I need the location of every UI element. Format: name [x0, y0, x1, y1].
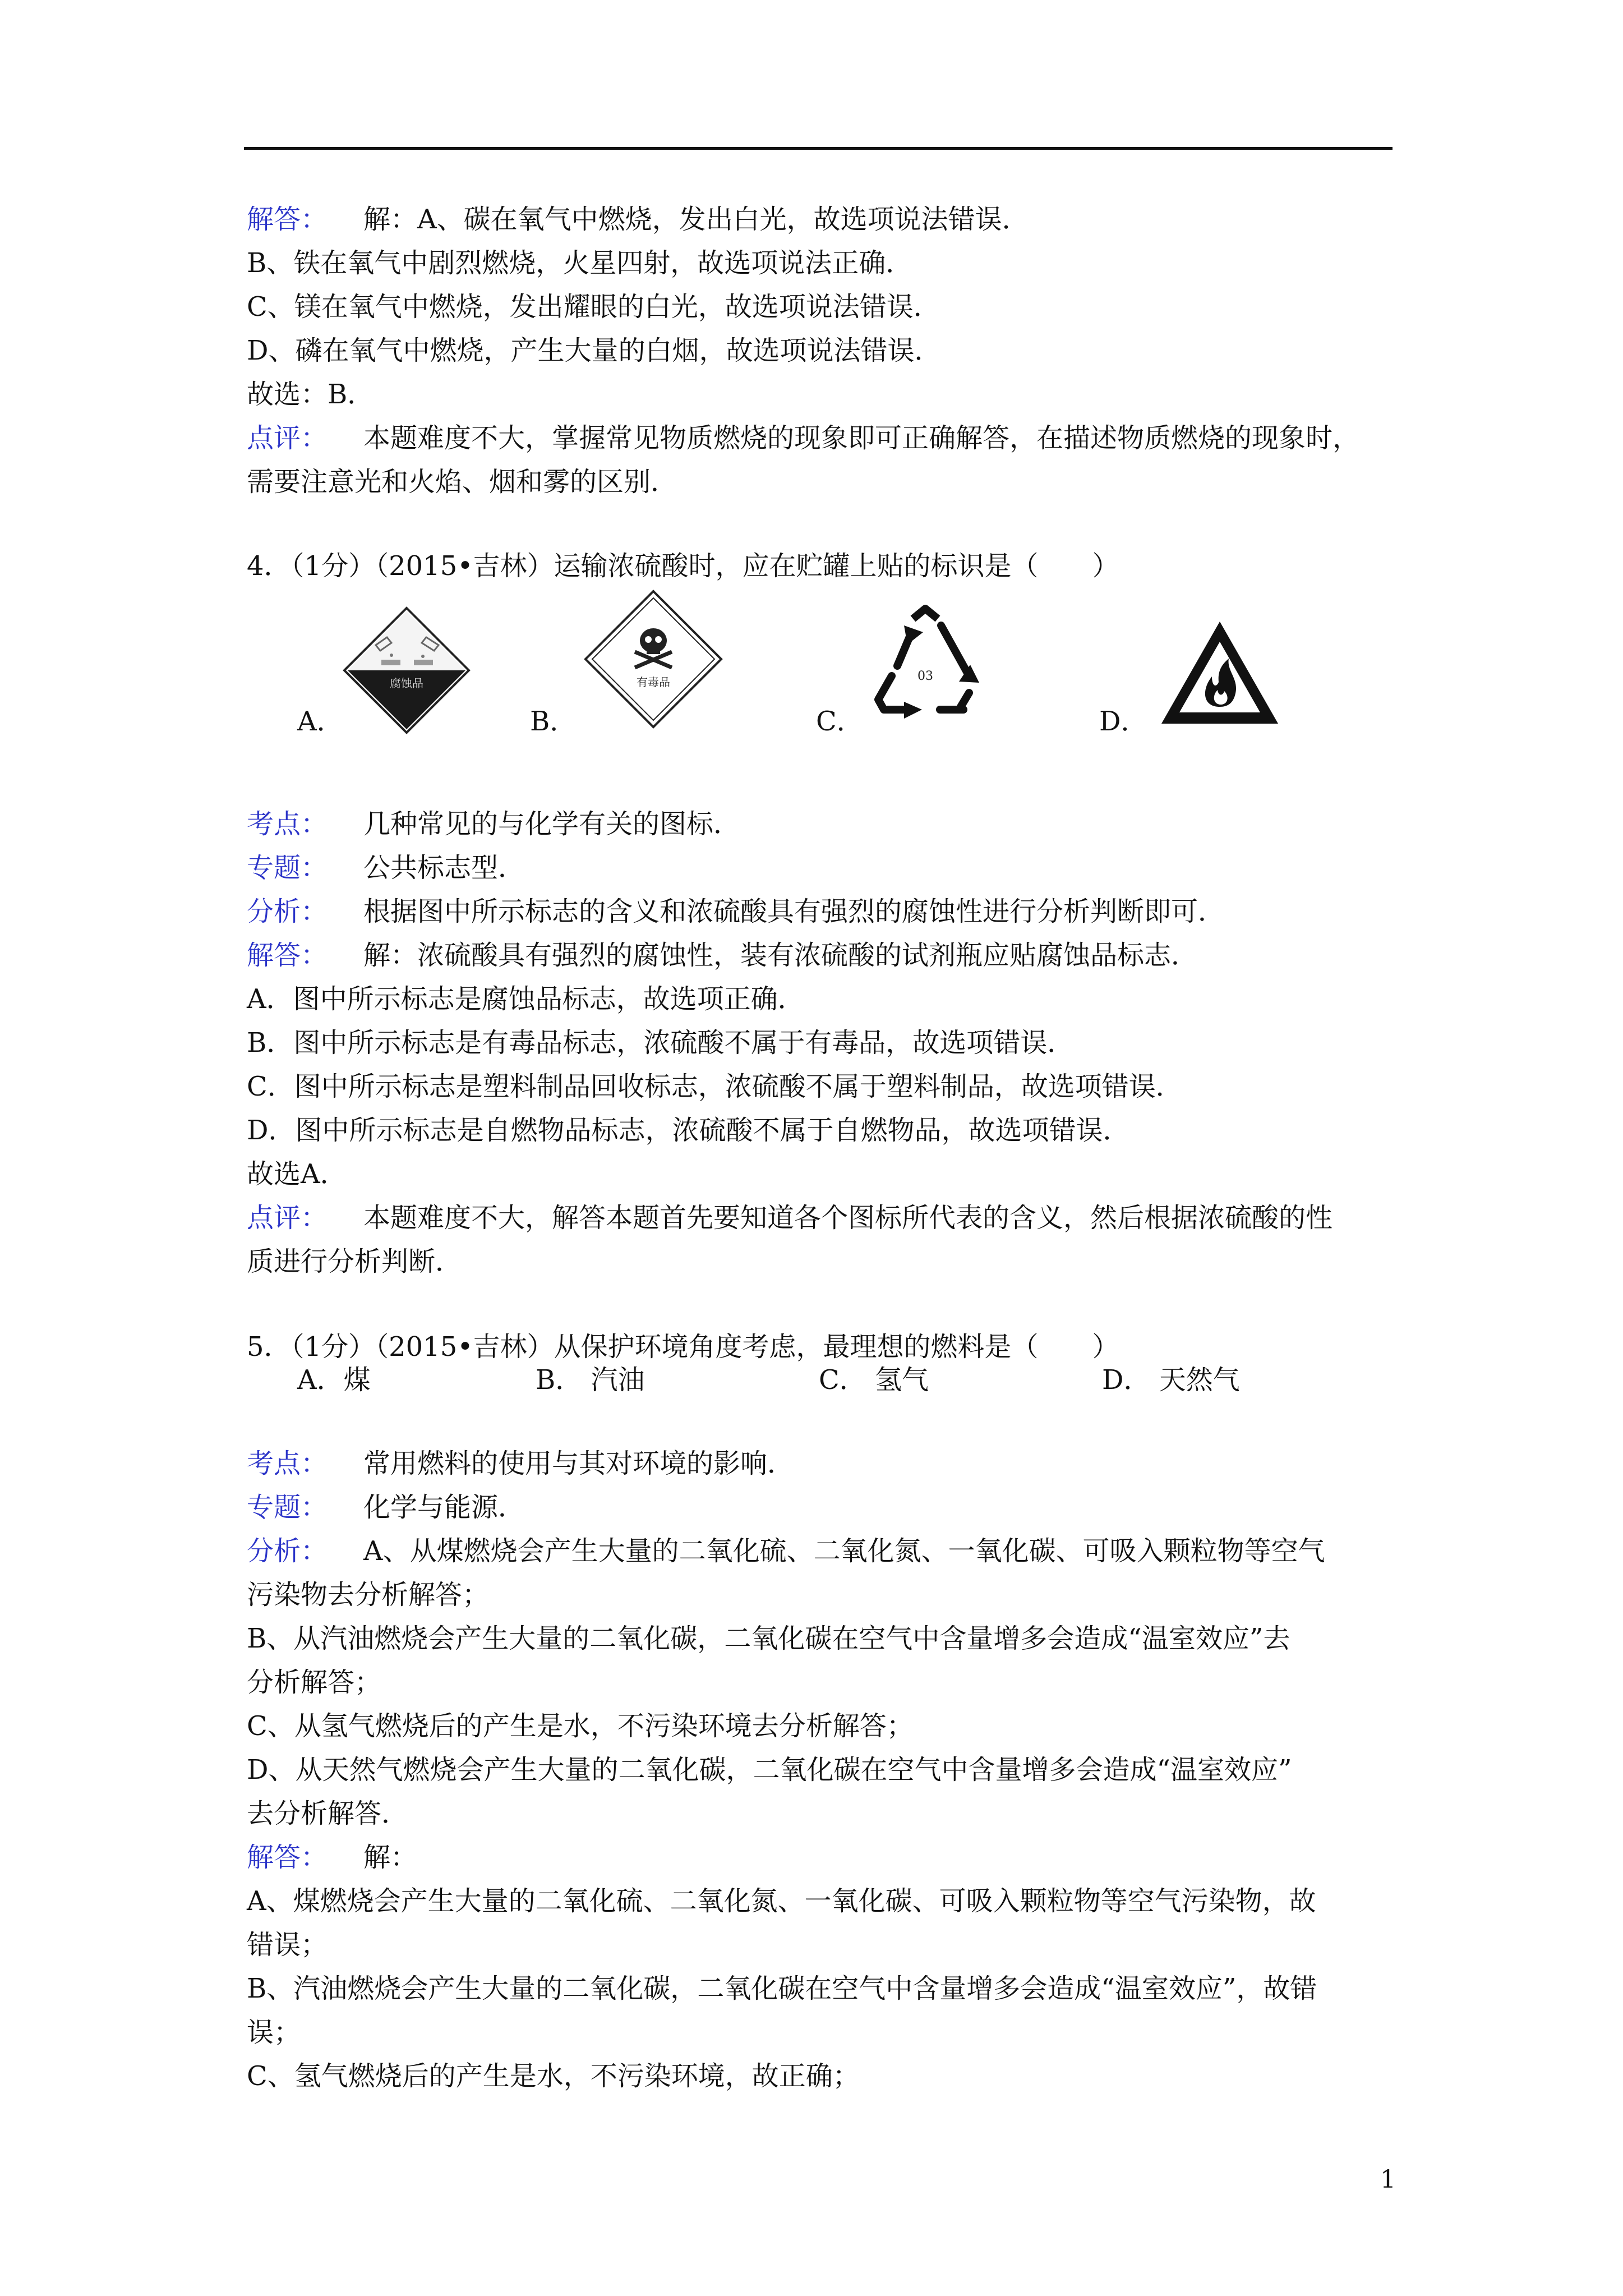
- flammable-sign-icon: [1158, 617, 1281, 729]
- q3-dianping-line2: 需要注意光和火焰、烟和雾的区别．: [247, 466, 678, 498]
- q5-option-b: B． 汽油: [536, 1364, 645, 1396]
- dianping-label: 点评：: [247, 422, 328, 454]
- q5-option-d: D． 天然气: [1102, 1364, 1240, 1396]
- q4-dianping-line: [247, 1196, 1402, 1240]
- q5-jieda-text: 解：: [363, 1842, 418, 1873]
- q5-fenxi-line2: 污染物去分析解答；: [247, 1579, 490, 1611]
- corrosive-sign-text: 腐蚀品: [390, 677, 423, 690]
- dianping-label: 点评：: [247, 1202, 328, 1234]
- q5-jieda-line1: A、煤燃烧会产生大量的二氧化硫、二氧化氮、一氧化碳、可吸入颗粒物等空气污染物，故: [247, 1885, 1316, 1917]
- q4-option-b-label: B．: [530, 706, 577, 737]
- q5-fenxi-text1: A、从煤燃烧会产生大量的二氧化硫、二氧化氮、一氧化碳、可吸入颗粒物等空气: [363, 1535, 1325, 1567]
- q4-fenxi-line: [247, 890, 1402, 933]
- q5-fenxi-line4: 分析解答；: [247, 1667, 382, 1698]
- q5-fenxi-line6: D、从天然气燃烧会产生大量的二氧化碳，二氧化碳在空气中含量增多会造成“温室效应”: [247, 1754, 1292, 1786]
- zhuanti-label: 专题：: [247, 852, 328, 884]
- jieda-label: 解答：: [247, 940, 328, 971]
- q5-jieda-line3: B、汽油燃烧会产生大量的二氧化碳，二氧化碳在空气中含量增多会造成“温室效应”，故错: [247, 1973, 1317, 2004]
- q5-jieda-line4: 误；: [247, 2017, 301, 2048]
- q3-b-line: B、铁在氧气中剧烈燃烧，火星四射，故选项说法正确．: [247, 247, 913, 279]
- q5-option-a: A．煤: [297, 1364, 371, 1396]
- q4-dianping-line2: 质进行分析判断．: [247, 1246, 463, 1277]
- page-number: 1: [1380, 2165, 1396, 2194]
- q3-jieda-line: [247, 197, 1402, 241]
- q4-dianping-text1: 本题难度不大，解答本题首先要知道各个图标所代表的含义，然后根据浓硫酸的性: [363, 1202, 1333, 1234]
- q5-option-c: C． 氢气: [819, 1364, 929, 1396]
- recycling-sign-code: 03: [917, 669, 933, 683]
- q4-option-d-label: D．: [1099, 706, 1148, 737]
- q4-kaodian-text: 几种常见的与化学有关的图标．: [363, 808, 741, 840]
- jieda-label: 解答：: [247, 1842, 328, 1873]
- q5-fenxi-line5: C、从氢气燃烧后的产生是水，不污染环境去分析解答；: [247, 1710, 914, 1742]
- kaodian-label: 考点：: [247, 808, 328, 840]
- q4-answer: 故选A．: [247, 1158, 347, 1190]
- q4-a-line: A．图中所示标志是腐蚀品标志，故选项正确．: [247, 983, 805, 1015]
- q3-c-line: C、镁在氧气中燃烧，发出耀眼的白光，故选项说法错误．: [247, 291, 940, 323]
- corrosive-sign-icon: [342, 606, 471, 735]
- q5-fenxi-line7: 去分析解答．: [247, 1798, 409, 1829]
- q4-jieda-text: 解：浓硫酸具有强烈的腐蚀性，装有浓硫酸的试剂瓶应贴腐蚀品标志．: [363, 940, 1198, 971]
- header-rule: [244, 147, 1393, 150]
- q5-kaodian-text: 常用燃料的使用与其对环境的影响．: [363, 1448, 795, 1479]
- q3-d-line: D、磷在氧气中燃烧，产生大量的白烟，故选项说法错误．: [247, 335, 942, 366]
- q4-b-line: B．图中所示标志是有毒品标志，浓硫酸不属于有毒品，故选项错误．: [247, 1027, 1075, 1059]
- fenxi-label: 分析：: [247, 1535, 328, 1567]
- q5-zhuanti-line: [247, 1485, 1402, 1529]
- zhuanti-label: 专题：: [247, 1492, 328, 1523]
- q4-d-line: D．图中所示标志是自燃物品标志，浓硫酸不属于自燃物品，故选项错误．: [247, 1115, 1130, 1146]
- q5-zhuanti-text: 化学与能源．: [363, 1492, 525, 1523]
- recycling-sign-icon: [869, 603, 981, 732]
- q5-jieda-line5: C、氢气燃烧后的产生是水，不污染环境，故正确；: [247, 2060, 860, 2092]
- q5-stem: 5．（1分）（2015•吉林）从保护环境角度考虑，最理想的燃料是（ ）: [247, 1331, 1119, 1363]
- q4-option-c-label: C．: [816, 706, 864, 737]
- q3-jieda-text: 解：A、碳在氧气中燃烧，发出白光，故选项说法错误．: [363, 204, 1029, 235]
- q4-zhuanti-line: [247, 846, 1402, 890]
- q5-fenxi-line3: B、从汽油燃烧会产生大量的二氧化碳，二氧化碳在空气中含量增多会造成“温室效应”去: [247, 1623, 1290, 1654]
- q5-jieda-line2: 错误；: [247, 1929, 328, 1961]
- q5-kaodian-line: [247, 1442, 1402, 1485]
- q4-stem: 4．（1分）（2015•吉林）运输浓硫酸时，应在贮罐上贴的标识是（ ）: [247, 550, 1119, 582]
- q4-kaodian-line: [247, 802, 1402, 846]
- fenxi-label: 分析：: [247, 896, 328, 927]
- toxic-sign-icon: [583, 589, 723, 729]
- q3-dianping-line: [247, 416, 1402, 460]
- q3-answer: 故选：B．: [247, 379, 375, 410]
- q3-dianping-text1: 本题难度不大，掌握常见物质燃烧的现象即可正确解答，在描述物质燃烧的现象时，: [363, 422, 1360, 454]
- q4-zhuanti-text: 公共标志型．: [363, 852, 525, 884]
- q4-c-line: C．图中所示标志是塑料制品回收标志，浓硫酸不属于塑料制品，故选项错误．: [247, 1071, 1183, 1102]
- toxic-sign-text: 有毒品: [637, 675, 670, 689]
- q4-option-a-label: A．: [297, 706, 344, 737]
- kaodian-label: 考点：: [247, 1448, 328, 1479]
- q4-jieda-line: [247, 933, 1402, 977]
- q4-fenxi-text: 根据图中所示标志的含义和浓硫酸具有强烈的腐蚀性进行分析判断即可．: [363, 896, 1225, 927]
- jieda-label: 解答：: [247, 204, 328, 235]
- q5-fenxi-line: [247, 1529, 1402, 1573]
- q5-jieda-line: [247, 1835, 1402, 1879]
